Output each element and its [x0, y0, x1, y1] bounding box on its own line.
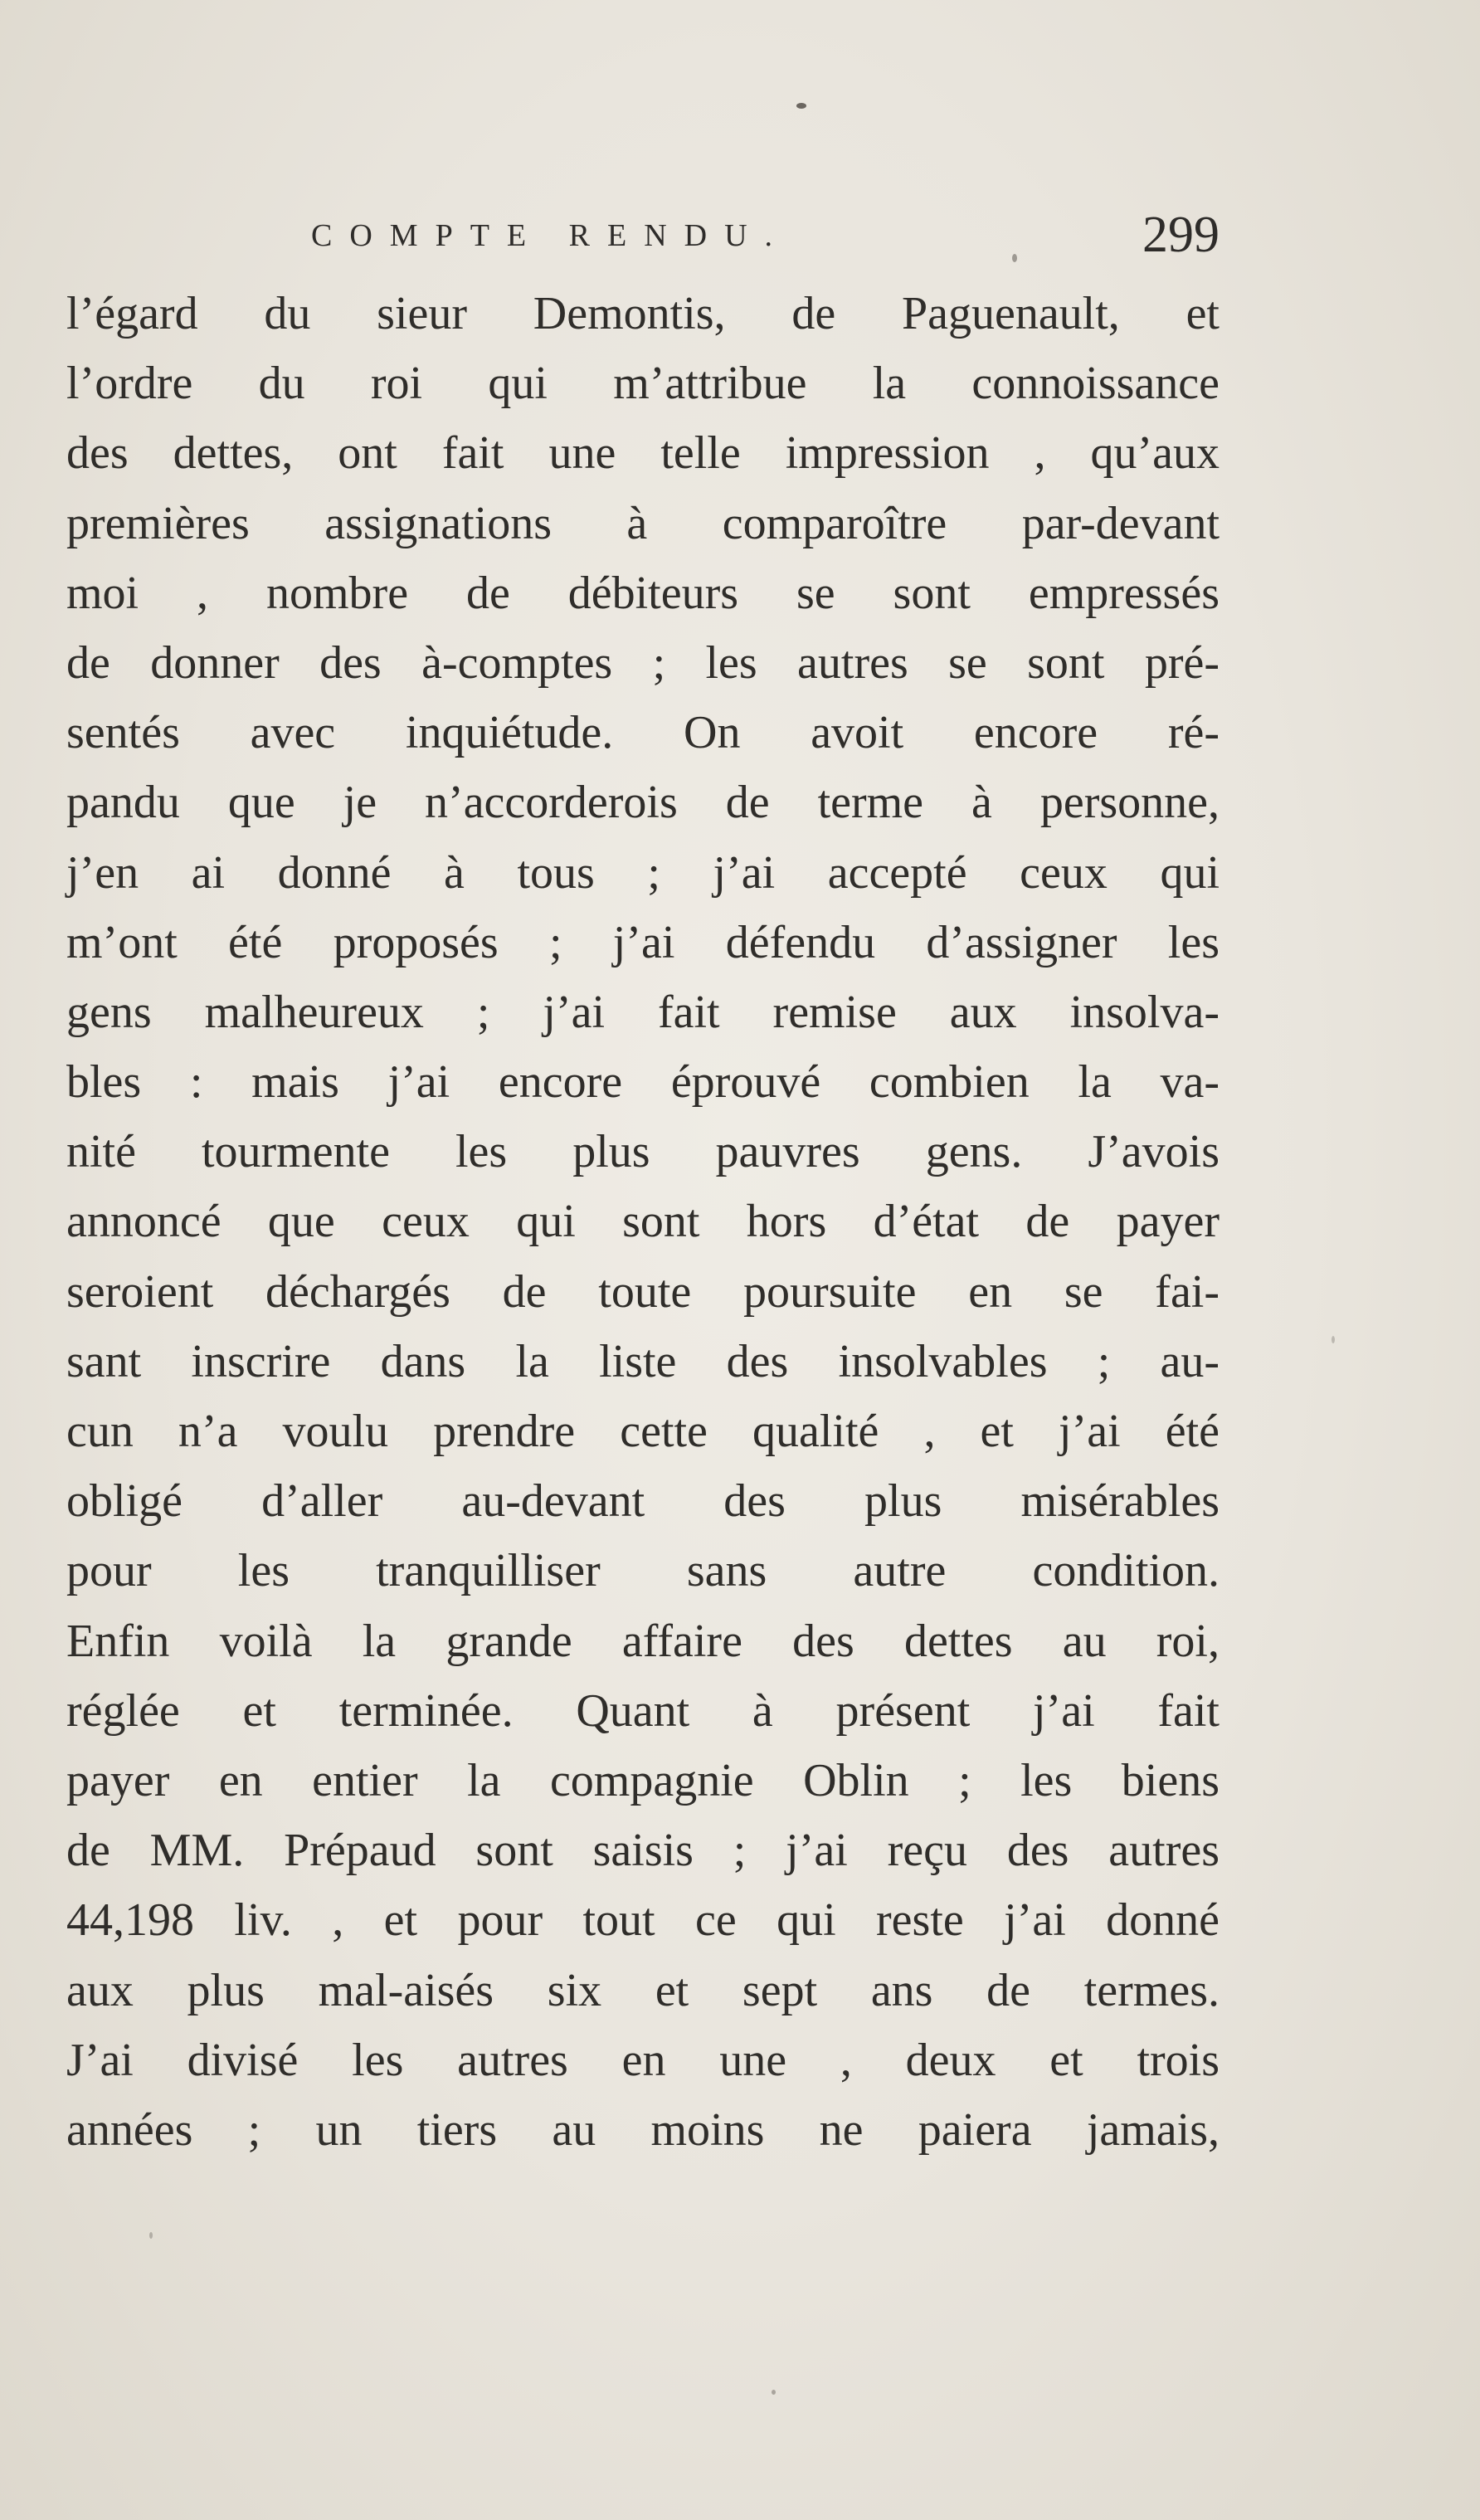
text-line: J’ai divisé les autres en une , deux et trois	[66, 2034, 1220, 2086]
body-text	[66, 279, 1220, 2165]
text-line: des dettes, ont fait une telle impression , qu’aux	[66, 427, 1220, 480]
text-line: aux plus mal-aisés six et sept ans de termes.	[66, 1964, 1220, 2016]
text-line: l’ordre du roi qui m’attribue la connoissance	[66, 358, 1220, 410]
page-number: 299	[1142, 207, 1220, 263]
text-line: gens malheureux ; j’ai fait remise aux insolva-	[66, 986, 1220, 1038]
text-line: Enfin voilà la grande affaire des dettes au roi,	[66, 1615, 1220, 1667]
text-line: obligé d’aller au-devant des plus misérables	[66, 1475, 1220, 1528]
page-header	[311, 206, 1220, 272]
text-line: réglée et terminée. Quant à présent j’ai fait	[66, 1684, 1220, 1737]
ink-speck	[772, 2390, 776, 2395]
text-line: annoncé que ceux qui sont hors d’état de payer	[66, 1196, 1220, 1248]
text-line: seroient déchargés de toute poursuite en se fai-	[66, 1265, 1220, 1318]
text-line: moi , nombre de débiteurs se sont empressés	[66, 567, 1220, 619]
text-line: de MM. Prépaud sont saisis ; j’ai reçu des autres	[66, 1825, 1220, 1877]
text-line: pandu que je n’accorderois de terme à personne,	[66, 777, 1220, 829]
text-line: nité tourmente les plus pauvres gens. J’avois	[66, 1126, 1220, 1178]
text-line: sant inscrire dans la liste des insolvables ; au-	[66, 1335, 1220, 1387]
text-line: de donner des à-comptes ; les autres se sont pré-	[66, 636, 1220, 689]
text-line: j’en ai donné à tous ; j’ai accepté ceux qui	[66, 846, 1220, 899]
text-line: m’ont été proposés ; j’ai défendu d’assigner les	[66, 916, 1220, 968]
text-line: pour les tranquilliser sans autre condition.	[66, 1545, 1220, 1597]
text-line: bles : mais j’ai encore éprouvé combien la va-	[66, 1056, 1220, 1109]
ink-speck	[796, 103, 806, 109]
text-line: cun n’a voulu prendre cette qualité , et j’ai été	[66, 1406, 1220, 1457]
text-line: l’égard du sieur Demontis, de Paguenault, et	[66, 288, 1220, 339]
text-line: 44,198 liv. , et pour tout ce qui reste j’ai donné	[66, 1894, 1220, 1947]
text-line: sentés avec inquiétude. On avoit encore ré-	[66, 707, 1220, 759]
ink-speck	[149, 2232, 153, 2239]
text-line: années ; un tiers au moins ne paiera jamais,	[66, 2103, 1220, 2156]
text-line: premières assignations à comparoître par-devant	[66, 497, 1220, 549]
running-title: COMPTE RENDU.	[311, 218, 791, 253]
text-line: payer en entier la compagnie Oblin ; les biens	[66, 1754, 1220, 1806]
ink-speck	[1332, 1336, 1335, 1343]
